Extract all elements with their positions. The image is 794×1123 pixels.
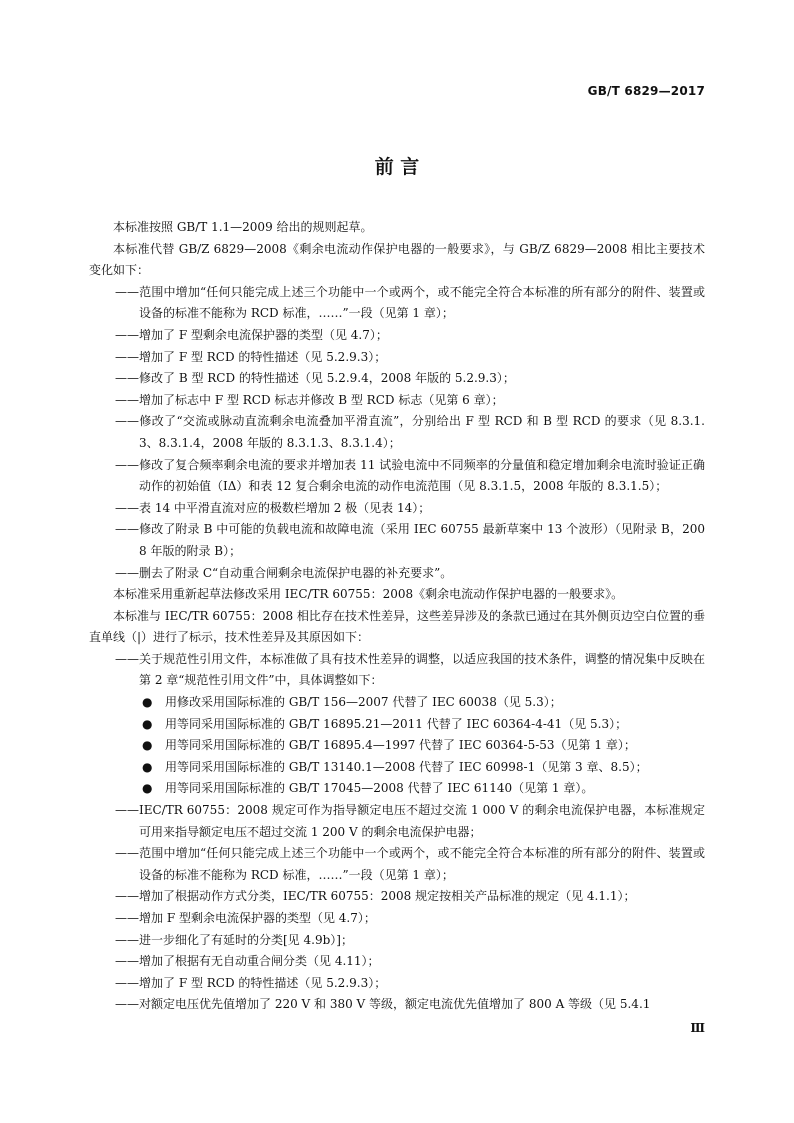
- dash-list-item: ——修改了 B 型 RCD 的特性描述（见 5.2.9.4，2008 年版的 5.2.9.3）；: [115, 371, 515, 386]
- page-number: Ⅲ: [690, 1021, 705, 1035]
- dash-list-item: ——增加了 F 型 RCD 的特性描述（见 5.2.9.3）；: [115, 349, 387, 364]
- bullet-text: 用等同采用国际标准的 GB/T 16895.21—2011 代替了 IEC 60364-4-41（见 5.3）；: [165, 716, 628, 731]
- dash-list-item: ——增加 F 型剩余电流保护器的类型（见 4.7）；: [115, 911, 376, 925]
- paragraph: 本标准按照 GB/T 1.1—2009 给出的规则起草。: [113, 220, 373, 234]
- bullet-icon: ●: [142, 716, 153, 731]
- paragraph: 本标准采用重新起草法修改采用 IEC/TR 60755：2008《剩余电流动作保护电器的一般要求》。: [113, 587, 624, 602]
- dash-list-item: ——删去了附录 C“自动重合闸剩余电流保护电器的补充要求”。: [115, 565, 453, 580]
- bullet-icon: ●: [142, 695, 153, 710]
- dash-list-item: ——增加了 F 型 RCD 的特性描述（见 5.2.9.3）；: [115, 975, 387, 990]
- bullet-text: 用等同采用国际标准的 GB/T 16895.4—1997 代替了 IEC 60364-5-53（见第 1 章）；: [165, 738, 636, 753]
- dash-list-item: ——增加了 F 型剩余电流保护器的类型（见 4.7）；: [115, 327, 388, 342]
- bullet-item: [89, 714, 705, 736]
- dash-list-item: ——增加了根据有无自动重合闸分类（见 4.11）；: [115, 954, 380, 969]
- bullet-icon: ●: [142, 781, 153, 796]
- dash-list-item: ——范围中增加“任何只能完成上述三个功能中一个或两个，或不能完全符合本标准的所有部分的附件、装置或设备的标准不能称为 RCD 标准，……”一段（见第 1 章）；: [115, 284, 705, 321]
- dash-list-item: ——IEC/TR 60755：2008 规定可作为指导额定电压不超过交流 1 000 V 的剩余电流保护电器，本标准规定可用来指导额定电压不超过交流 1 200 V 的剩余电流保护电器；: [115, 803, 705, 839]
- bullet-text: 用等同采用国际标准的 GB/T 17045—2008 代替了 IEC 61140（见第 1 章）。: [165, 781, 594, 796]
- bullet-icon: ●: [142, 759, 153, 774]
- dash-list-item: ——关于规范性引用文件，本标准做了具有技术性差异的调整，以适应我国的技术条件，调整的情况集中反映在第 2 章“规范性引用文件”中，具体调整如下：: [115, 651, 705, 688]
- paragraph: 本标准代替 GB/Z 6829—2008《剩余电流动作保护电器的一般要求》，与 GB/Z 6829—2008 相比主要技术变化如下：: [89, 241, 705, 278]
- dash-list-item: ——增加了标志中 F 型 RCD 标志并修改 B 型 RCD 标志（见第 6 章）；: [115, 392, 504, 407]
- page-title: 前 言: [374, 156, 420, 178]
- bullet-text: 用修改采用国际标准的 GB/T 156—2007 代替了 IEC 60038（见 5.3）；: [165, 695, 562, 710]
- dash-list-item: ——修改了附录 B 中可能的负载电流和故障电流（采用 IEC 60755 最新草案中 13 个波形）（见附录 B，2008 年版的附录 B）；: [115, 522, 705, 558]
- bullet-text: 用等同采用国际标准的 GB/T 13140.1—2008 代替了 IEC 60998-1（见第 3 章、8.5）；: [165, 759, 648, 774]
- bullet-item: [89, 735, 705, 757]
- dash-list-item: ——进一步细化了有延时的分类[见 4.9b）]；: [115, 932, 353, 947]
- paragraph: 本标准与 IEC/TR 60755：2008 相比存在技术性差异，这些差异涉及的条款已通过在其外侧页边空白位置的垂直单线（|）进行了标示，技术性差异及其原因如下：: [89, 608, 705, 645]
- bullet-icon: ●: [142, 738, 153, 753]
- dash-list-item: ——修改了复合频率剩余电流的要求并增加表 11 试验电流中不同频率的分量值和稳定增加剩余电流时验证正确动作的初始值（IΔ）和表 12 复合剩余电流的动作电流范围（见 8.3.1.5，2008 年版的 8.3.1.5）；: [115, 457, 705, 494]
- dash-list-item: ——表 14 中平滑直流对应的极数栏增加 2 极（见表 14）；: [115, 500, 431, 515]
- document-body: [89, 217, 705, 1016]
- bullet-item: [89, 692, 705, 714]
- document-number: GB/T 6829—2017: [587, 84, 705, 98]
- dash-list-item: ——对额定电压优先值增加了 220 V 和 380 V 等级，额定电流优先值增加了 800 A 等级（见 5.4.1: [115, 997, 651, 1012]
- dash-list-item: ——增加了根据动作方式分类，IEC/TR 60755：2008 规定按相关产品标准的规定（见 4.1.1）；: [115, 889, 636, 904]
- dash-list-item: ——修改了“交流或脉动直流剩余电流叠加平滑直流”，分别给出 F 型 RCD 和 B 型 RCD 的要求（见 8.3.1.3、8.3.1.4，2008 年版的 8.3.1.3、8.3.1.4）；: [115, 414, 705, 450]
- bullet-item: [89, 757, 705, 779]
- dash-list-item: ——范围中增加“任何只能完成上述三个功能中一个或两个，或不能完全符合本标准的所有部分的附件、装置或设备的标准不能称为 RCD 标准，……”一段（见第 1 章）；: [115, 846, 705, 882]
- bullet-item: [89, 778, 705, 800]
